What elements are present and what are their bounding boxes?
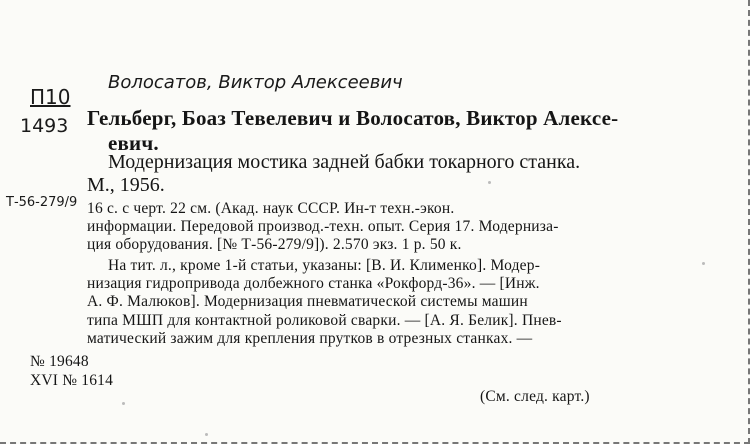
contents-note-line: матический зажим для крепления прутков в отрезных станках. — xyxy=(87,330,533,347)
series-number: XVI № 1614 xyxy=(30,372,114,389)
heading-authors: Гельберг, Боаз Тевелевич и Волосатов, Виктор Алексе- xyxy=(87,106,619,130)
scan-speck xyxy=(122,402,125,405)
card-number: № 19648 xyxy=(30,353,89,370)
classification-top: П10 xyxy=(30,85,71,109)
book-title: Модернизация мостика задней бабки токарного станка. xyxy=(108,151,581,173)
contents-note-line: низация гидропривода долбежного станка «Рокфорд-36». — [Инж. xyxy=(87,275,540,292)
handwritten-author-note: Волосатов, Виктор Алексеевич xyxy=(108,72,403,93)
see-next-card: (См. след. карт.) xyxy=(480,388,590,405)
classification-bottom: 1493 xyxy=(20,115,69,137)
scan-speck xyxy=(488,181,491,184)
description-line: ция оборудования. [№ Т-56-279/9]). 2.570 экз. 1 р. 50 к. xyxy=(87,236,462,253)
contents-note-line: типа МШП для контактной роликовой сварки. — [А. Я. Белик]. Пнев- xyxy=(87,312,562,329)
heading-continuation: евич. xyxy=(108,131,159,155)
contents-note-line: А. Ф. Малюков]. Модернизация пневматической системы машин xyxy=(87,293,528,310)
scan-speck xyxy=(205,433,208,436)
description-line: 16 с. с черт. 22 см. (Акад. наук СССР. Ин-т техн.-экон. xyxy=(87,200,455,217)
scan-speck xyxy=(702,262,705,265)
description-line: информации. Передовой производ.-техн. опыт. Серия 17. Модерниза- xyxy=(87,218,559,235)
handwritten-margin-number: Т-56-279/9 xyxy=(6,195,78,210)
imprint: М., 1956. xyxy=(87,174,165,196)
contents-note-line: На тит. л., кроме 1-й статьи, указаны: [В. И. Клименко]. Модер- xyxy=(108,257,541,274)
